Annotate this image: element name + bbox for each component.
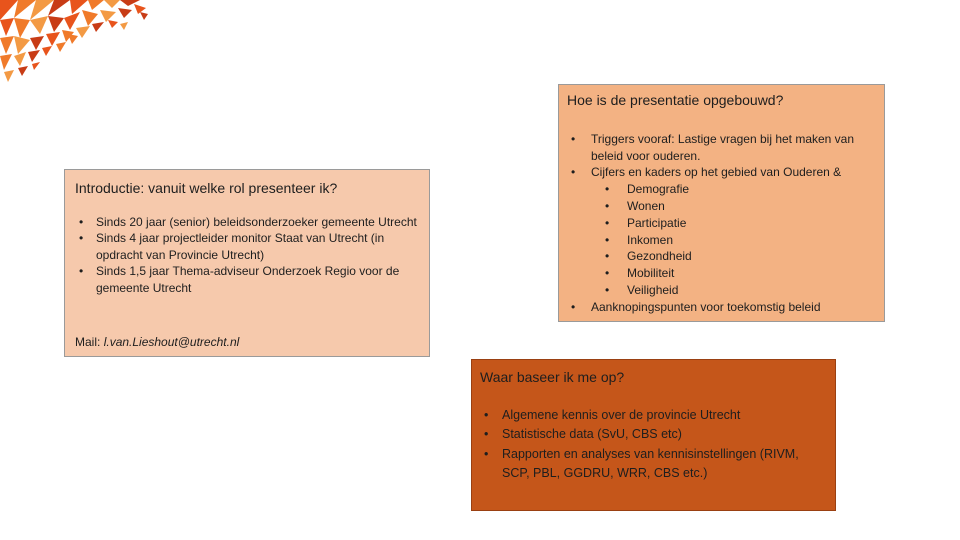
logo-triangle: [64, 12, 80, 30]
mail-address[interactable]: l.van.Lieshout@utrecht.nl: [103, 334, 240, 349]
structure-title: Hoe is de presentatie opgebouwd?: [567, 92, 784, 108]
logo-triangle: [68, 34, 78, 44]
intro-box: [64, 169, 430, 357]
structure-list: [567, 131, 876, 316]
structure-subitem: • Inkomen: [591, 232, 876, 249]
structure-subitem: • Gezondheid: [591, 248, 876, 265]
logo-triangle: [140, 12, 148, 20]
logo-triangle: [30, 16, 48, 34]
structure-sublist: [591, 181, 876, 299]
structure-subitem: • Wonen: [591, 198, 876, 215]
logo-triangle: [18, 66, 28, 76]
structure-bullet: • Triggers vooraf: Lastige vragen bij het maken van beleid voor ouderen.: [567, 131, 876, 165]
logo-triangle: [14, 18, 30, 38]
logo-triangle: [0, 0, 18, 20]
logo-triangle: [0, 18, 14, 36]
sources-list: [480, 406, 827, 484]
structure-subitem: • Veiligheid: [591, 282, 876, 299]
logo-triangle: [76, 26, 90, 38]
intro-bullet: • Sinds 20 jaar (senior) beleidsonderzoeker gemeente Utrecht: [75, 214, 419, 231]
logo-triangle: [48, 0, 70, 16]
sources-box: [471, 359, 836, 511]
mail-line: [75, 334, 239, 351]
logo-triangle: [14, 52, 26, 66]
logo-triangle: [0, 36, 14, 54]
utrecht-logo-pattern: [0, 0, 150, 90]
logo-triangle: [14, 36, 30, 54]
sources-bullet: • Statistische data (SvU, CBS etc): [480, 425, 827, 445]
structure-subitem: • Participatie: [591, 215, 876, 232]
structure-bullet: • Aanknopingspunten voor toekomstig beleid: [567, 299, 876, 316]
structure-bullet-text: Cijfers en kaders op het gebied van Ouderen &: [591, 165, 842, 180]
presentation-structure-box: [558, 84, 885, 322]
logo-triangle: [134, 4, 146, 14]
logo-triangle: [4, 70, 14, 82]
logo-triangle: [100, 10, 116, 22]
logo-triangle: [48, 16, 64, 32]
sources-bullet: • Rapporten en analyses van kennisinstellingen (RIVM, SCP, PBL, GGDRU, WRR, CBS etc.): [480, 445, 827, 484]
intro-bullet: • Sinds 1,5 jaar Thema-adviseur Onderzoek Regio voor de gemeente Utrecht: [75, 263, 419, 296]
logo-triangle: [92, 22, 104, 32]
logo-triangle: [88, 0, 104, 10]
logo-triangle: [108, 20, 118, 28]
structure-subitem: • Demografie: [591, 181, 876, 198]
sources-bullet: • Algemene kennis over de provincie Utrecht: [480, 406, 827, 426]
structure-subitem: • Mobiliteit: [591, 265, 876, 282]
logo-triangle: [56, 42, 66, 52]
logo-triangle: [0, 54, 12, 70]
logo-triangle: [104, 0, 120, 8]
logo-triangle: [32, 62, 40, 70]
logo-triangle: [120, 22, 128, 30]
mail-label: Mail:: [75, 334, 101, 349]
logo-triangle: [42, 46, 52, 56]
structure-bullet: [567, 164, 876, 298]
intro-bullet: • Sinds 4 jaar projectleider monitor Staat van Utrecht (in opdracht van Provincie Utrecht): [75, 230, 419, 263]
logo-triangle: [118, 8, 132, 18]
logo-triangle: [28, 50, 40, 62]
logo-triangle: [30, 36, 44, 50]
sources-title: Waar baseer ik me op?: [480, 369, 625, 385]
intro-title: Introductie: vanuit welke rol presenteer ik?: [75, 180, 338, 196]
intro-list: [75, 214, 419, 297]
